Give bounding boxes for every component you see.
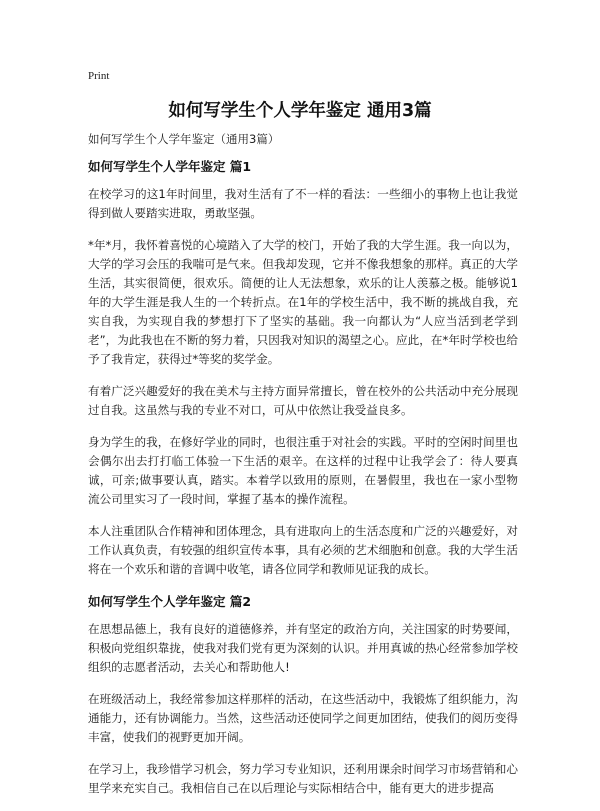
section-heading-1: 如何写学生个人学年鉴定 篇1 (88, 159, 252, 174)
paragraph: 在班级活动上，我经常参加这样那样的活动，在这些活动中，我锻炼了组织能力，沟通能力，还有协调能力。当然，这些活动还使同学之间更加团结，使我们的阅历变得丰富，使我们的视野更加开阔。 (88, 692, 518, 744)
paragraph: 有着广泛兴趣爱好的我在美术与主持方面异常擅长，曾在校外的公共活动中充分展现过自我。这虽然与我的专业不对口，可从中依然让我受益良多。 (88, 384, 518, 417)
print-link[interactable]: Print (88, 70, 110, 82)
paragraph: 在学习上，我珍惜学习机会，努力学习专业知识，还利用课余时间学习市场营销和心里学来充实自己。我相信自己在以后理论与实际相结合中，能有更大的进步提高 (88, 762, 518, 795)
paragraph: 身为学生的我，在修好学业的同时，也很注重于对社会的实践。平时的空闲时间里也会偶尔出去打打临工体验一下生活的艰辛。在这样的过程中让我学会了：待人要真诚，可亲;做事要认真，踏实。本着学以致用的原则，在暑假里，我也在一家小型物流公司里实习了一段时间，掌握了基本的操作流程。 (88, 435, 518, 506)
paragraph: *年*月，我怀着喜悦的心境踏入了大学的校门，开始了我的大学生涯。我一向以为，大学的学习会压的我喘可是气来。但我却发现，它并不像我想象的那样。真正的大学生活，其实很简便，很欢乐。简便的让人无法想象，欢乐的让人羡慕之极。能够说1年的大学生涯是我人生的一个转折点。在1年的学校生活中，我不断的挑战自我，充实自我，为实现自我的梦想打下了坚实的基础。我一向都认为“人应当活到老学到老”，为此我也在不断的努力着，只因我对知识的渴望之心。应此，在*年时学校也给予了我肯定，获得过*等奖的奖学金。 (88, 238, 518, 366)
document-subtitle: 如何写学生个人学年鉴定（通用3篇） (88, 132, 280, 146)
paragraph: 本人注重团队合作精神和团体理念，具有进取向上的生活态度和广泛的兴趣爱好，对工作认真负责，有较强的组织宣传本事，具有必须的艺术细胞和创意。我的大学生活将在一个欢乐和谐的音调中收笔，请各位同学和教师见证我的成长。 (88, 524, 518, 576)
section-heading-2: 如何写学生个人学年鉴定 篇2 (88, 594, 252, 609)
document-body (88, 157, 518, 811)
document-title: 如何写学生个人学年鉴定 通用3篇 (168, 101, 432, 121)
paragraph: 在校学习的这1年时间里，我对生活有了不一样的看法：一些细小的事物上也让我觉得到做人要踏实进取，勇敢坚强。 (88, 187, 518, 220)
paragraph: 在思想品德上，我有良好的道德修养，并有坚定的政治方向，关注国家的时势要闻，积极向党组织靠拢，使我对我们党有更为深刻的认识。并用真诚的热心经常参加学校组织的志愿者活动，去关心和帮助他人! (88, 622, 518, 674)
